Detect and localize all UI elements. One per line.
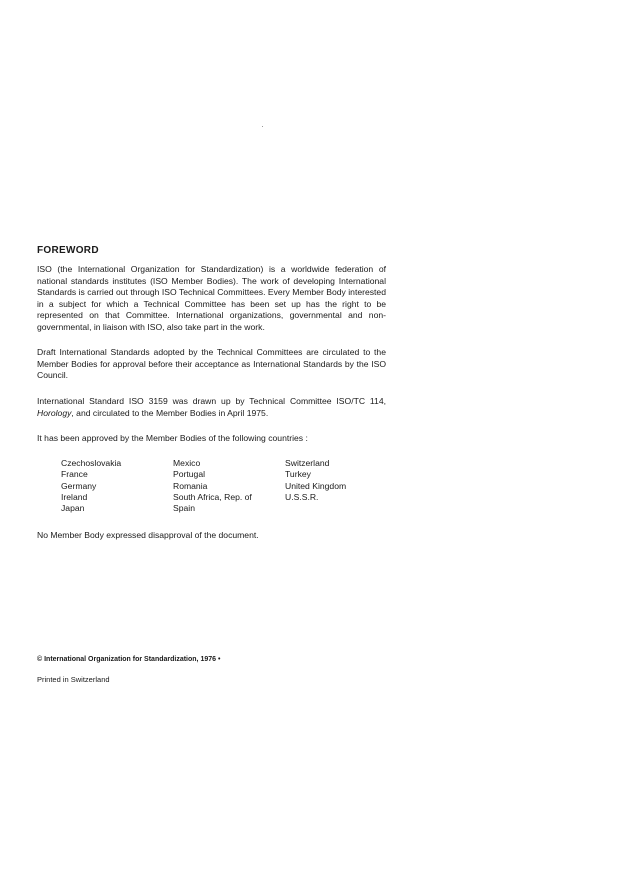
country-item: Czechoslovakia bbox=[61, 458, 122, 468]
foreword-paragraph-5: No Member Body expressed disapproval of the document. bbox=[37, 530, 259, 540]
country-item: France bbox=[61, 469, 88, 480]
country-item: Switzerland bbox=[285, 458, 330, 468]
printed-in-line: Printed in Switzerland bbox=[37, 675, 110, 684]
country-list bbox=[61, 458, 381, 514]
committee-title: Horology bbox=[37, 407, 72, 418]
copyright-line: © International Organization for Standardization, 1976 • bbox=[37, 656, 221, 663]
paragraph-3-text-start: International Standard ISO 3159 was drawn up by Technical Committee ISO/TC 114, bbox=[37, 396, 386, 406]
country-item: Turkey bbox=[285, 469, 311, 480]
country-item: Portugal bbox=[173, 469, 206, 480]
foreword-paragraph-3 bbox=[37, 396, 386, 419]
country-item: Spain bbox=[173, 503, 195, 514]
scan-speck bbox=[262, 126, 263, 127]
foreword-paragraph-1: ISO (the International Organization for Standardization) is a worldwide federation of national standards institutes (ISO Member Bodies). The work of developing International Standards is carried out through ISO Technical Committees. Every Member Body interested in a subject for which a Technical Committee has been set up has the right to be represented on that Committee. International organizations, governmental and non-governmental, in liaison with ISO, also take part in the work. bbox=[37, 264, 386, 332]
country-item: U.S.S.R. bbox=[285, 491, 319, 502]
country-item: Romania bbox=[173, 480, 208, 491]
foreword-paragraph-2: Draft International Standards adopted by the Technical Committees are circulated to the Member Bodies for approval before their acceptance as International Standards by the ISO Council. bbox=[37, 347, 386, 380]
country-item: Mexico bbox=[173, 458, 201, 468]
country-item: South Africa, Rep. of bbox=[173, 491, 252, 502]
country-item: United Kingdom bbox=[285, 480, 347, 491]
country-item: Ireland bbox=[61, 491, 88, 502]
foreword-heading: FOREWORD bbox=[37, 245, 99, 256]
country-item: Japan bbox=[61, 503, 85, 514]
country-item bbox=[285, 503, 381, 514]
foreword-paragraph-4: It has been approved by the Member Bodies of the following countries : bbox=[37, 433, 308, 443]
country-item: Germany bbox=[61, 480, 97, 491]
paragraph-3-text-end: , and circulated to the Member Bodies in April 1975. bbox=[71, 407, 269, 418]
